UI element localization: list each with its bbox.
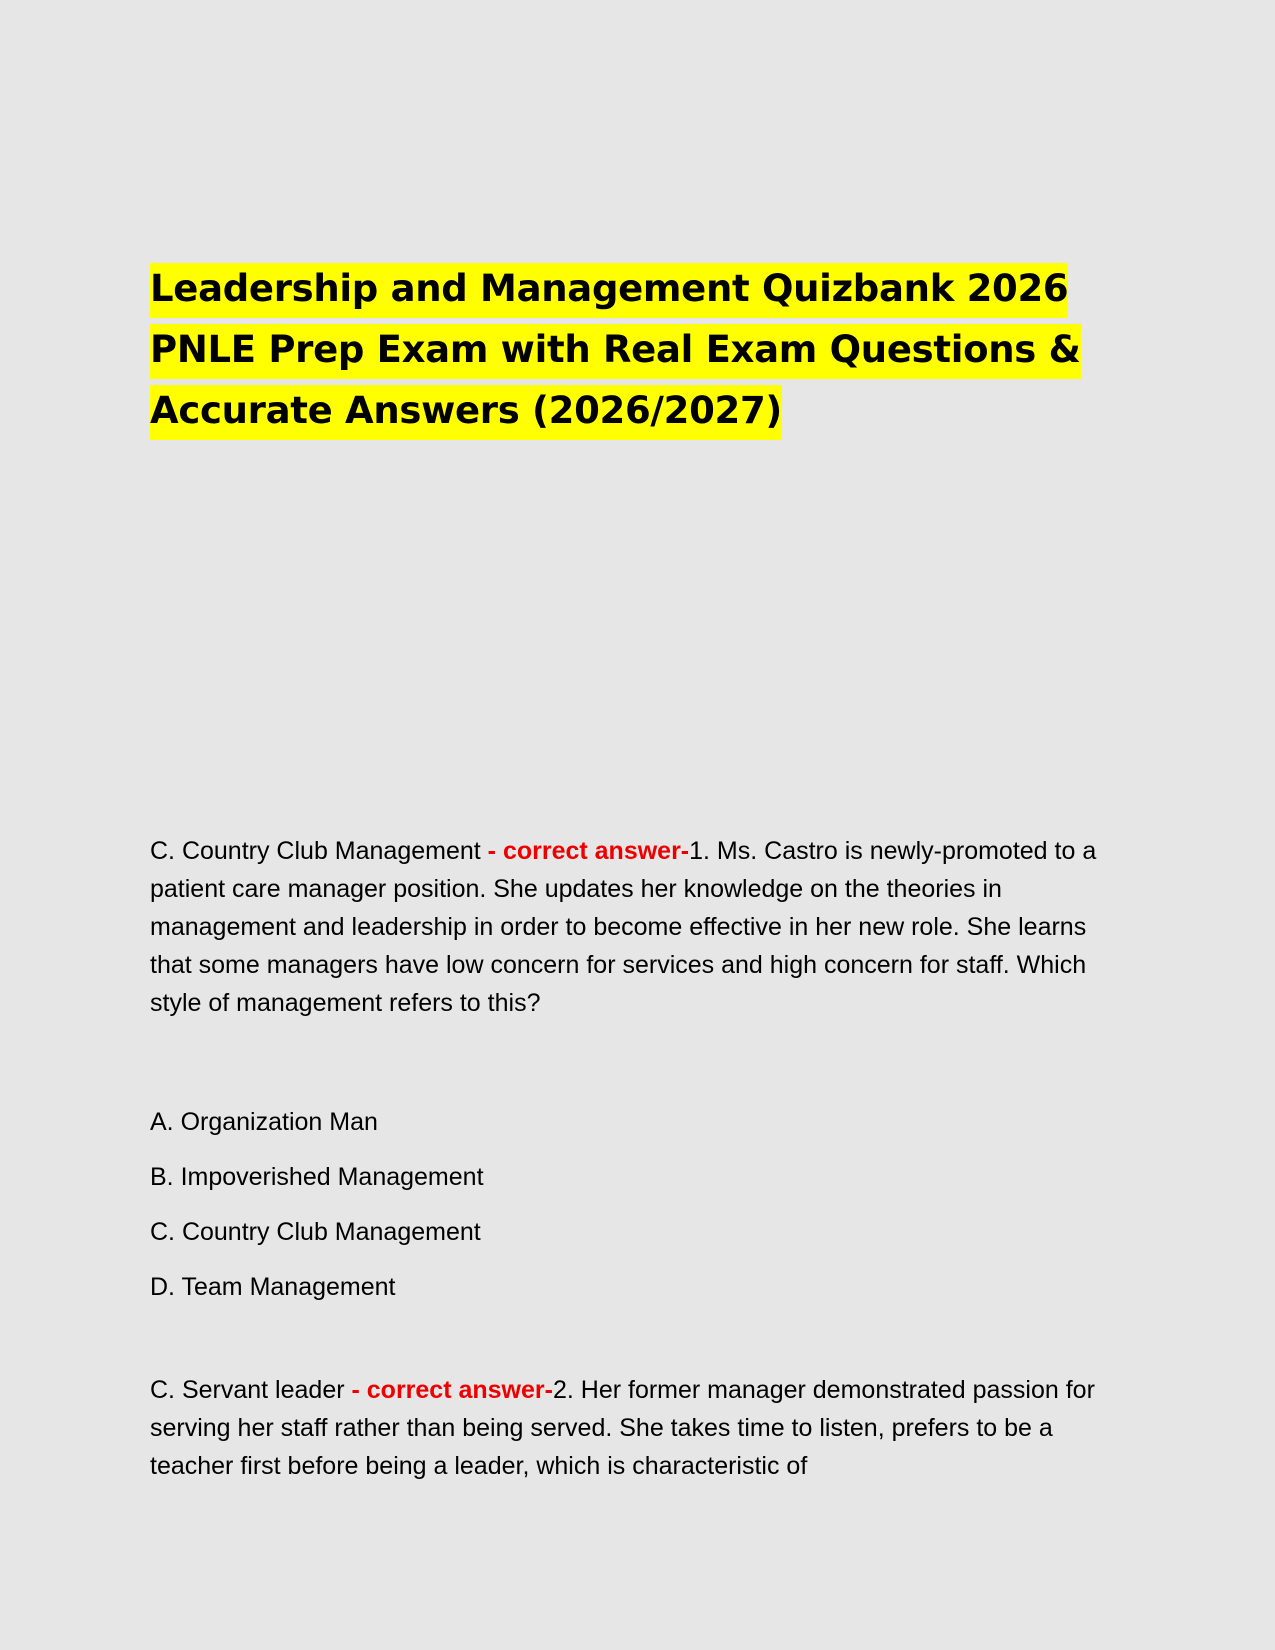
question-1-answer: C. Country Club Management: [150, 837, 488, 865]
correct-answer-tag: - correct answer-: [351, 1376, 553, 1404]
question-2-text: 2. Her former manager demonstrated passion for serving her staff rather than being served. She takes time to listen, prefers to be a teacher first before being a leader, which is characteristic of: [150, 1376, 1095, 1480]
question-1: [150, 832, 1130, 1022]
correct-answer-tag: - correct answer-: [487, 837, 690, 865]
title-highlight: Leadership and Management Quizbank 2026 PNLE Prep Exam with Real Exam Questions & Accurate Answers (2026/2027): [150, 263, 1081, 440]
document-title: [150, 258, 1130, 441]
option-c: C. Country Club Management: [150, 1218, 481, 1246]
option-b: B. Impoverished Management: [150, 1163, 484, 1191]
question-2: [150, 1371, 1130, 1485]
question-1-options: [150, 1095, 484, 1315]
question-1-text: 1. Ms. Castro is newly-promoted to a patient care manager position. She updates her knowledge on the theories in management and leadership in order to become effective in her new role. She learns that some managers have low concern for services and high concern for staff. Which style of management refers to this?: [150, 837, 1097, 1017]
option-d: D. Team Management: [150, 1273, 396, 1301]
question-2-answer: C. Servant leader: [150, 1376, 352, 1404]
option-a: A. Organization Man: [150, 1108, 378, 1136]
